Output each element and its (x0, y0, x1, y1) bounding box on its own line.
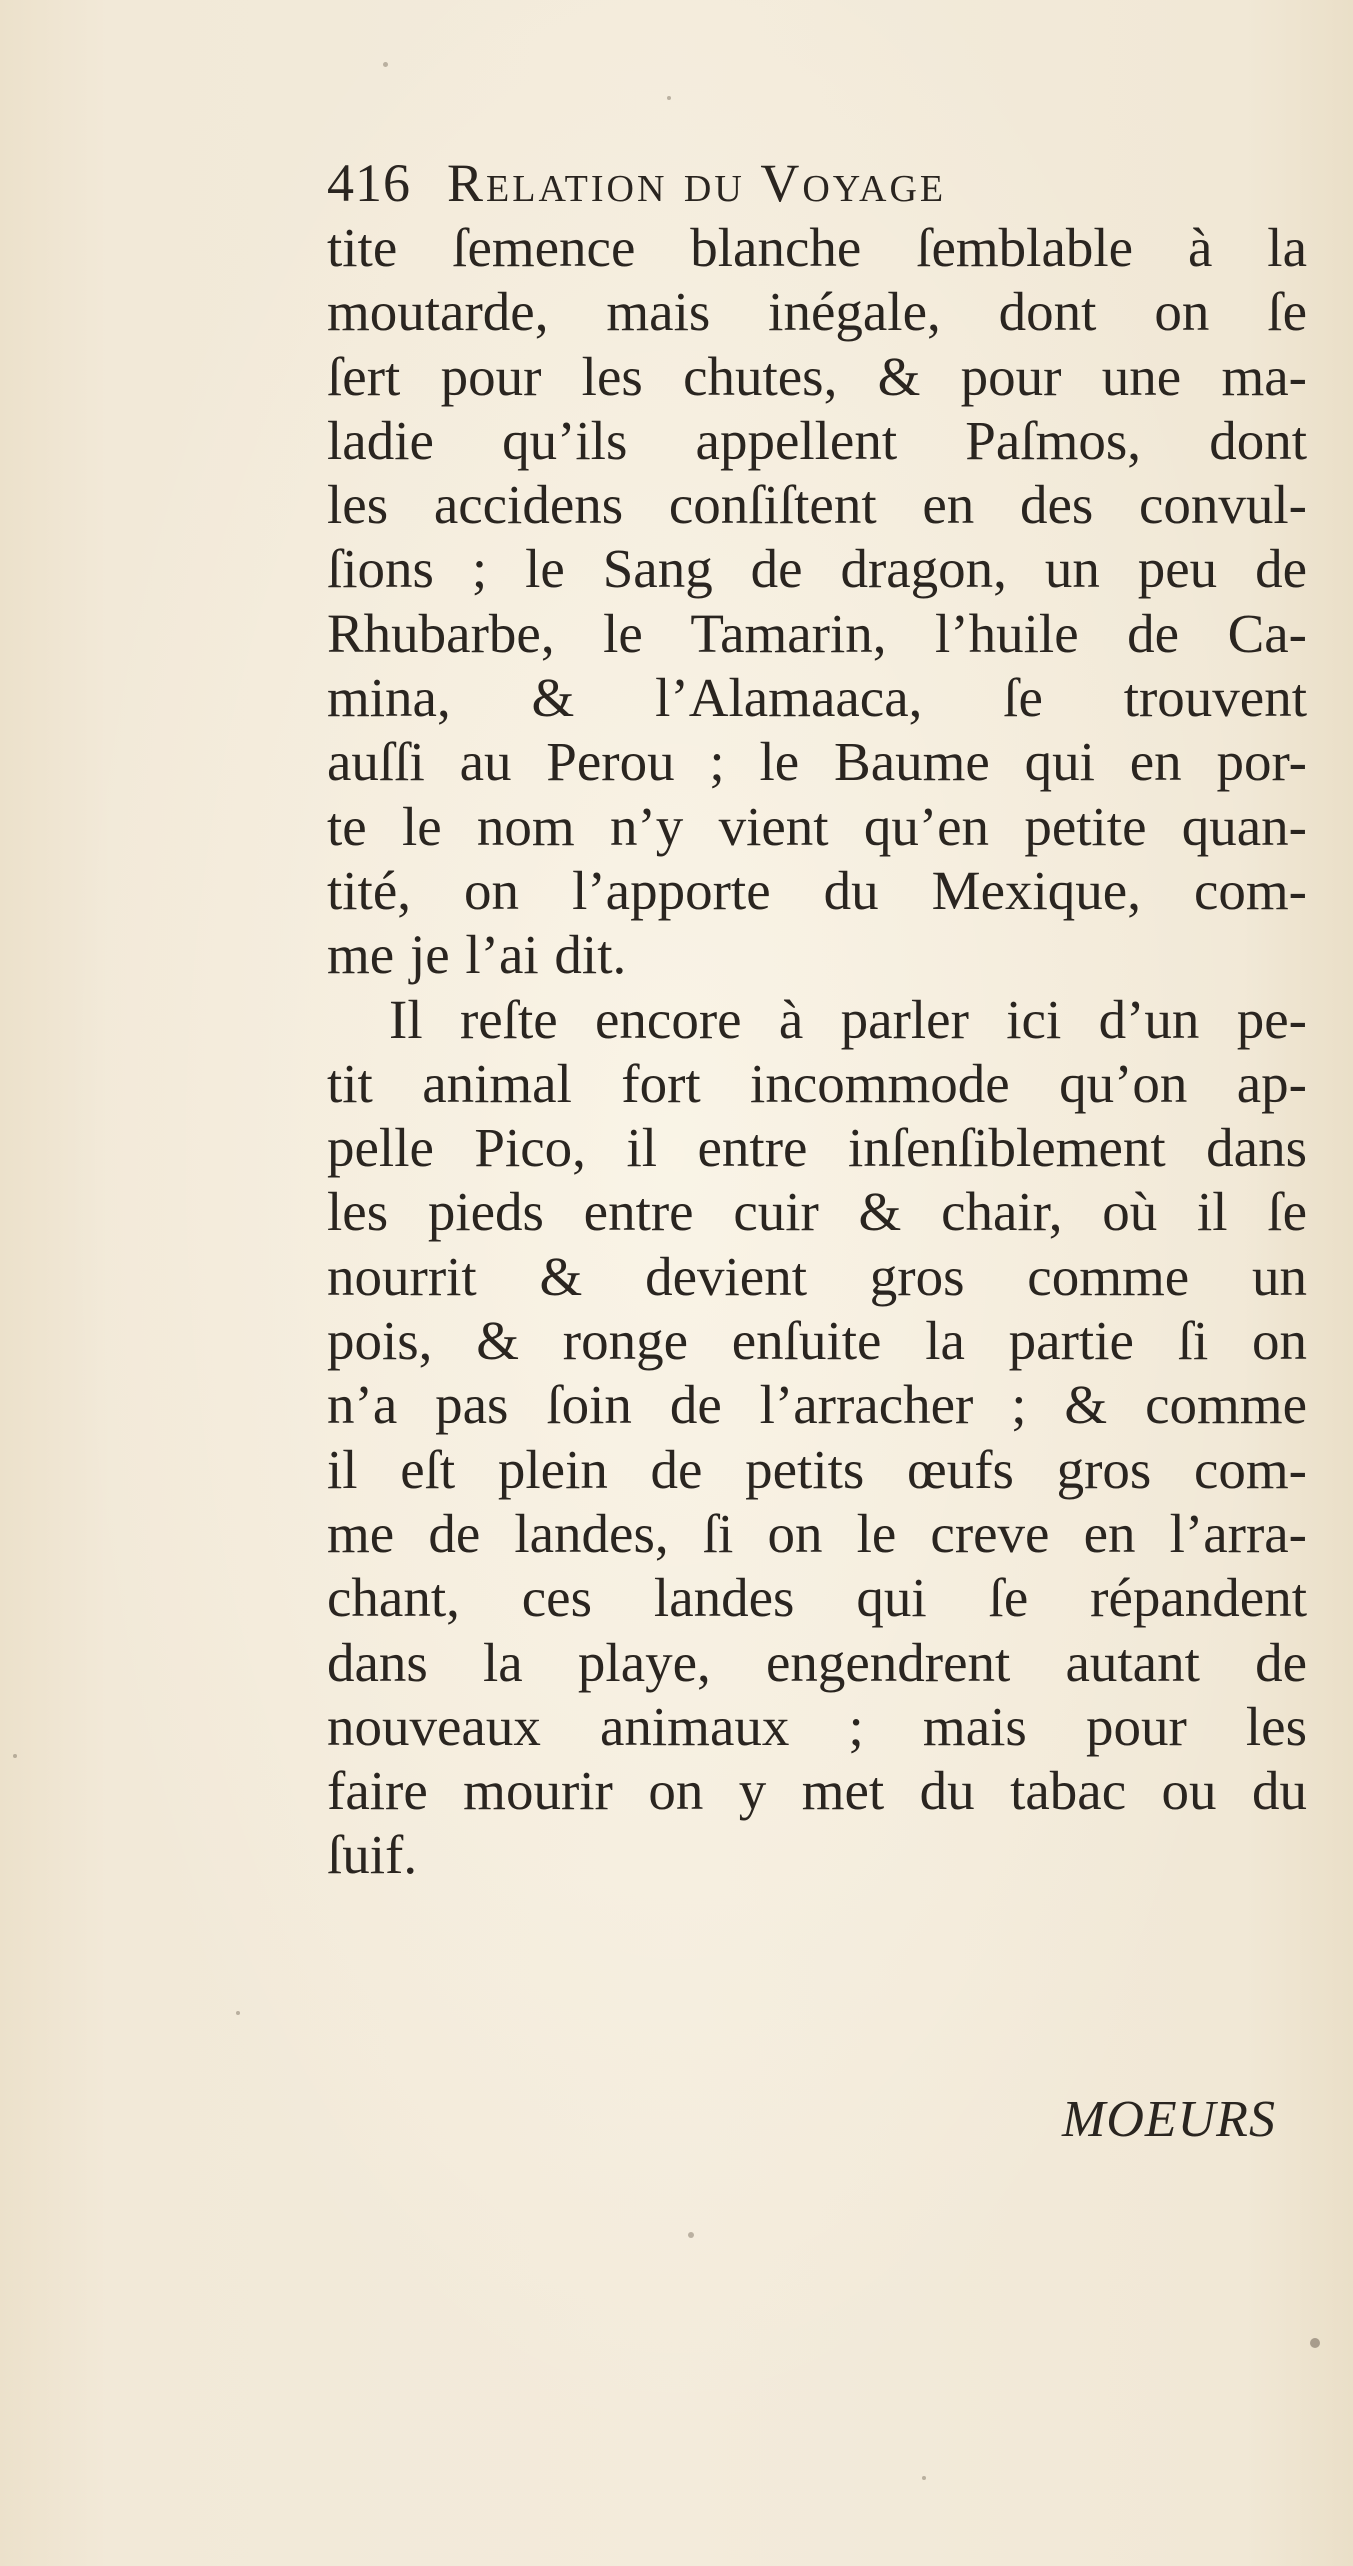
text-line: moutarde, mais inégale, dont on ſe (327, 281, 1307, 343)
text-line: me de landes, ſi on le creve en l’arra- (327, 1502, 1307, 1564)
text-line: les pieds entre cuir & chair, où il ſe (327, 1181, 1307, 1243)
paragraph-start-line: Il reſte encore à parler ici d’un pe- (389, 988, 1307, 1050)
text-line: ſert pour les chutes, & pour une ma- (327, 345, 1307, 407)
text-line: dans la playe, engendrent autant de (327, 1631, 1307, 1693)
paper-speck (922, 2476, 926, 2480)
paper-speck (688, 2232, 694, 2238)
text-line: auſſi au Perou ; le Baume qui en por- (327, 731, 1307, 793)
text-line: pois, & ronge enſuite la partie ſi on (327, 1310, 1307, 1372)
running-head (327, 150, 1307, 216)
text-line: il eſt plein de petits œufs gros com- (327, 1438, 1307, 1500)
paper-speck (236, 2011, 240, 2015)
paper-speck (13, 1754, 17, 1758)
text-line: te le nom n’y vient qu’en petite quan- (327, 795, 1307, 857)
page-number: 416 (327, 153, 411, 213)
text-line: les accidens conſiſtent en des convul- (327, 474, 1307, 536)
text-line: chant, ces landes qui ſe répandent (327, 1567, 1307, 1629)
text-line: faire mourir on y met du tabac ou du (327, 1760, 1307, 1822)
text-line: nouveaux animaux ; mais pour les (327, 1695, 1307, 1757)
text-line: me je l’ai dit. (327, 924, 627, 986)
running-title: Relation du Voyage (447, 153, 947, 213)
catchword: MOEURS (1062, 2091, 1276, 2148)
text-line: tité, on l’apporte du Mexique, com- (327, 859, 1307, 921)
paper-speck (383, 62, 388, 67)
text-line: n’a pas ſoin de l’arracher ; & comme (327, 1374, 1307, 1436)
paper-speck (667, 96, 671, 100)
paper-speck (1310, 2338, 1320, 2348)
text-line: Rhubarbe, le Tamarin, l’huile de Ca- (327, 602, 1307, 664)
page-content (327, 150, 1307, 1888)
text-line: tite ſemence blanche ſemblable à la (327, 217, 1307, 278)
text-line: mina, & l’Alamaaca, ſe trouvent (327, 667, 1307, 729)
text-line: ladie qu’ils appellent Paſmos, dont (327, 409, 1307, 471)
body-text (327, 216, 1307, 1888)
text-line: nourrit & devient gros comme un (327, 1245, 1307, 1307)
text-line: tit animal fort incommode qu’on ap- (327, 1052, 1307, 1114)
text-line: ſions ; le Sang de dragon, un peu de (327, 538, 1307, 600)
text-line: pelle Pico, il entre inſenſiblement dans (327, 1117, 1307, 1179)
text-line: ſuif. (327, 1824, 418, 1886)
